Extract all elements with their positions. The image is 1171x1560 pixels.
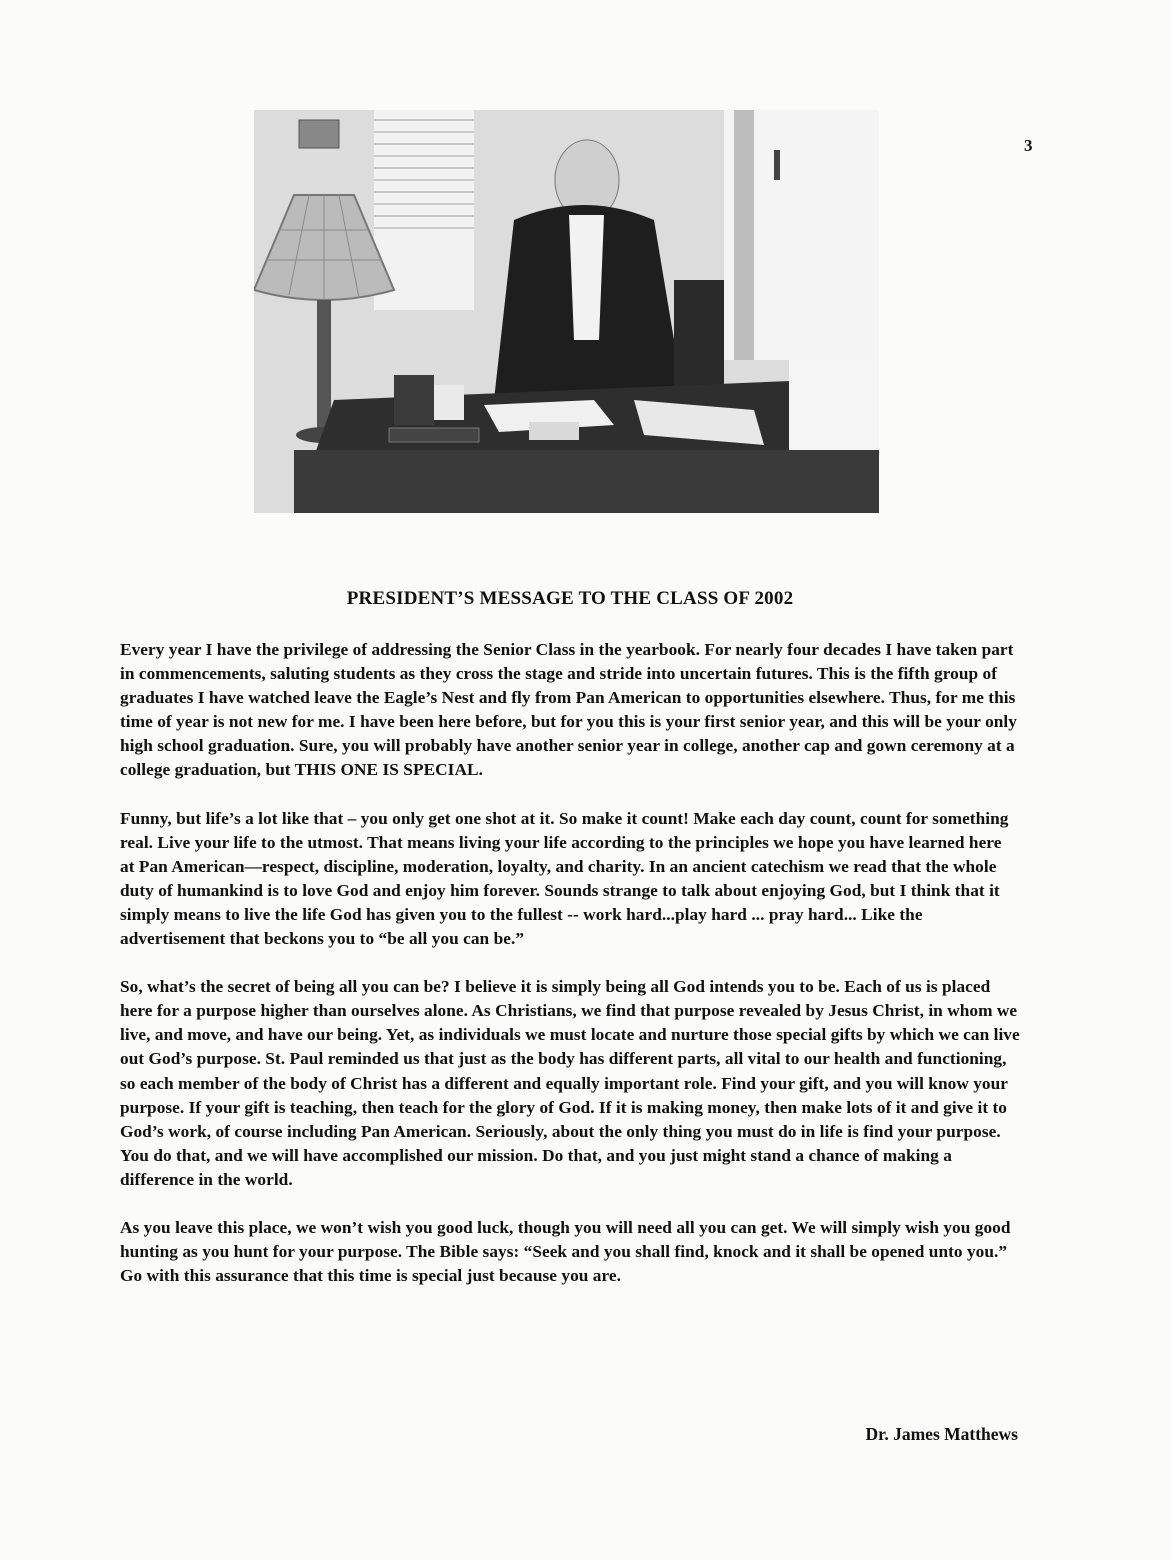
paragraph-1: Every year I have the privilege of addressing the Senior Class in the yearbook. For nearly four decades I have taken part in commencements, saluting students as they cross the stage and stride into uncertain futures. This is the fifth group of graduates I have watched leave the Eagle’s Nest and fly from Pan American to opportunities elsewhere. Thus, for me this time of year is not new for me. I have been here before, but for you this is your first senior year, and this will be your only high school graduation. Sure, you will probably have another senior year in college, another cap and gown ceremony at a college graduation, but THIS ONE IS SPECIAL.	[120, 640, 1017, 780]
office-desk-photo	[254, 110, 879, 513]
paragraph-2: Funny, but life’s a lot like that – you only get one shot at it. So make it count! Make each day count, count for something real. Live your life to the utmost. That means living your life according to the principles we hope you have learned here at Pan American—respect, discipline, moderation, loyalty, and charity. In an ancient catechism we read that the whole duty of humankind is to love God and enjoy him forever. Sounds strange to talk about enjoying God, but I think that it simply means to live the life God has given you to the fullest -- work hard...play hard ... pray hard... Like the advertisement that beckons you to “be all you can be.”	[120, 808, 1009, 949]
paragraph-3: So, what’s the secret of being all you can be? I believe it is simply being all God intends you to be. Each of us is placed here for a purpose higher than ourselves alone. As Christians, we find that purpose revealed by Jesus Christ, in whom we live, and move, and have our being. Yet, as individuals we must locate and nurture those special gifts by which we can live out God’s purpose. St. Paul reminded us that just as the body has different parts, all vital to our health and functioning, so each member of the body of Christ has a different and equally important role. Find your gift, and you will know your purpose. If your gift is teaching, then teach for the glory of God. If it is making money, then make lots of it and give it to God’s work, of course including Pan American. Seriously, about the only thing you must do in life is find your purpose. You do that, and we will have accomplished our mission. Do that, and you just might stand a chance of making a difference in the world.	[120, 977, 1020, 1189]
paragraph-4: As you leave this place, we won’t wish you good luck, though you will need all you can get. We will simply wish you good hunting as you hunt for your purpose. The Bible says: “Seek and you shall find, knock and it shall be opened unto you.” Go with this assurance that this time is special just because you are.	[120, 1217, 1011, 1286]
signature: Dr. James Matthews	[865, 1424, 1018, 1444]
page-title: PRESIDENT’S MESSAGE TO THE CLASS OF 2002	[346, 588, 794, 609]
message-body	[120, 638, 1020, 1312]
photo-illustration	[254, 110, 879, 513]
page-number: 3	[1024, 136, 1033, 155]
